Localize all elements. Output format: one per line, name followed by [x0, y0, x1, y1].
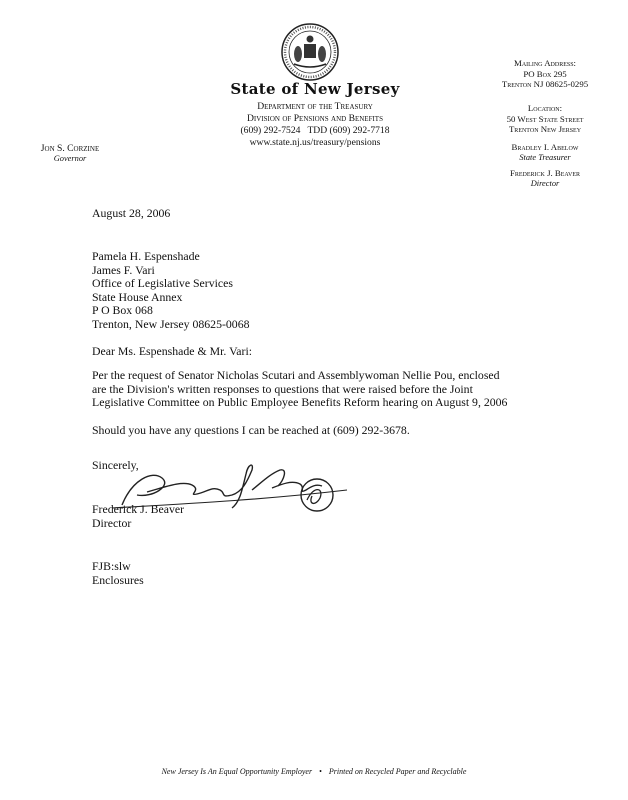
location-label: Location:: [527, 103, 563, 113]
location-block: [470, 103, 620, 135]
bullet-separator: •: [319, 767, 322, 776]
division-name: Division of Pensions and Benefits: [247, 113, 383, 124]
treasurer-title: State Treasurer: [519, 152, 571, 162]
address-line: Pamela H. Espenshade: [92, 249, 200, 263]
location-line-2: Trenton New Jersey: [508, 124, 582, 134]
address-line: Trenton, New Jersey 08625-0068: [92, 316, 250, 331]
treasurer-name: Bradley I. Abelow: [511, 142, 579, 152]
address-line: P O Box 068: [92, 303, 153, 317]
director-block: [470, 168, 620, 189]
footer-equal-opportunity: New Jersey Is An Equal Opportunity Employer: [161, 767, 313, 776]
footer: [0, 767, 628, 776]
mailing-address-block: [470, 58, 620, 90]
state-name-heading: State of New Jersey: [230, 80, 400, 98]
director-title: Director: [530, 178, 560, 188]
signer-title: Director: [92, 516, 132, 530]
state-seal-icon: [280, 22, 340, 82]
paragraph-line: Per the request of Senator Nicholas Scutari and Assemblywoman Nellie Pou, enclosed: [92, 368, 500, 382]
address-line: State House Annex: [92, 289, 183, 304]
governor-name: Jon S. Corzine: [40, 143, 100, 154]
phone-numbers: (609) 292-7524 TDD (609) 292-7718: [240, 125, 390, 136]
mailing-label: Mailing Address:: [514, 58, 576, 68]
mailing-line-1: PO Box 295: [523, 68, 567, 79]
body-paragraph-2: Should you have any questions I can be reached at (609) 292-3678.: [92, 423, 410, 437]
director-name: Frederick J. Beaver: [509, 168, 580, 178]
location-line-1: 50 West State Street: [506, 113, 584, 124]
governor-block: [10, 143, 130, 164]
paragraph-line: are the Division's written responses to questions that were raised before the Joint: [92, 381, 473, 396]
paragraph-line: Legislative Committee on Public Employee Benefits Reform hearing on August 9, 2006: [92, 395, 508, 409]
body-paragraph-1: [92, 369, 538, 410]
department-name: Department of the Treasury: [257, 101, 373, 112]
salutation: Dear Ms. Espenshade & Mr. Vari:: [92, 344, 252, 358]
recipient-address: [92, 250, 250, 331]
letter-date: August 28, 2006: [92, 206, 171, 220]
closing: Sincerely,: [92, 458, 139, 472]
treasurer-block: [470, 142, 620, 163]
signer-name: Frederick J. Beaver: [92, 502, 185, 516]
reference-initials: FJB:slw: [92, 559, 131, 573]
mailing-line-2: Trenton NJ 08625-0295: [501, 79, 589, 89]
address-line: James F. Vari: [92, 262, 155, 277]
address-line: Office of Legislative Services: [92, 276, 233, 290]
website-url: www.state.nj.us/treasury/pensions: [249, 137, 381, 148]
enclosures-note: Enclosures: [92, 573, 144, 587]
footer-recycled: Printed on Recycled Paper and Recyclable: [328, 767, 467, 776]
governor-title: Governor: [53, 154, 87, 163]
